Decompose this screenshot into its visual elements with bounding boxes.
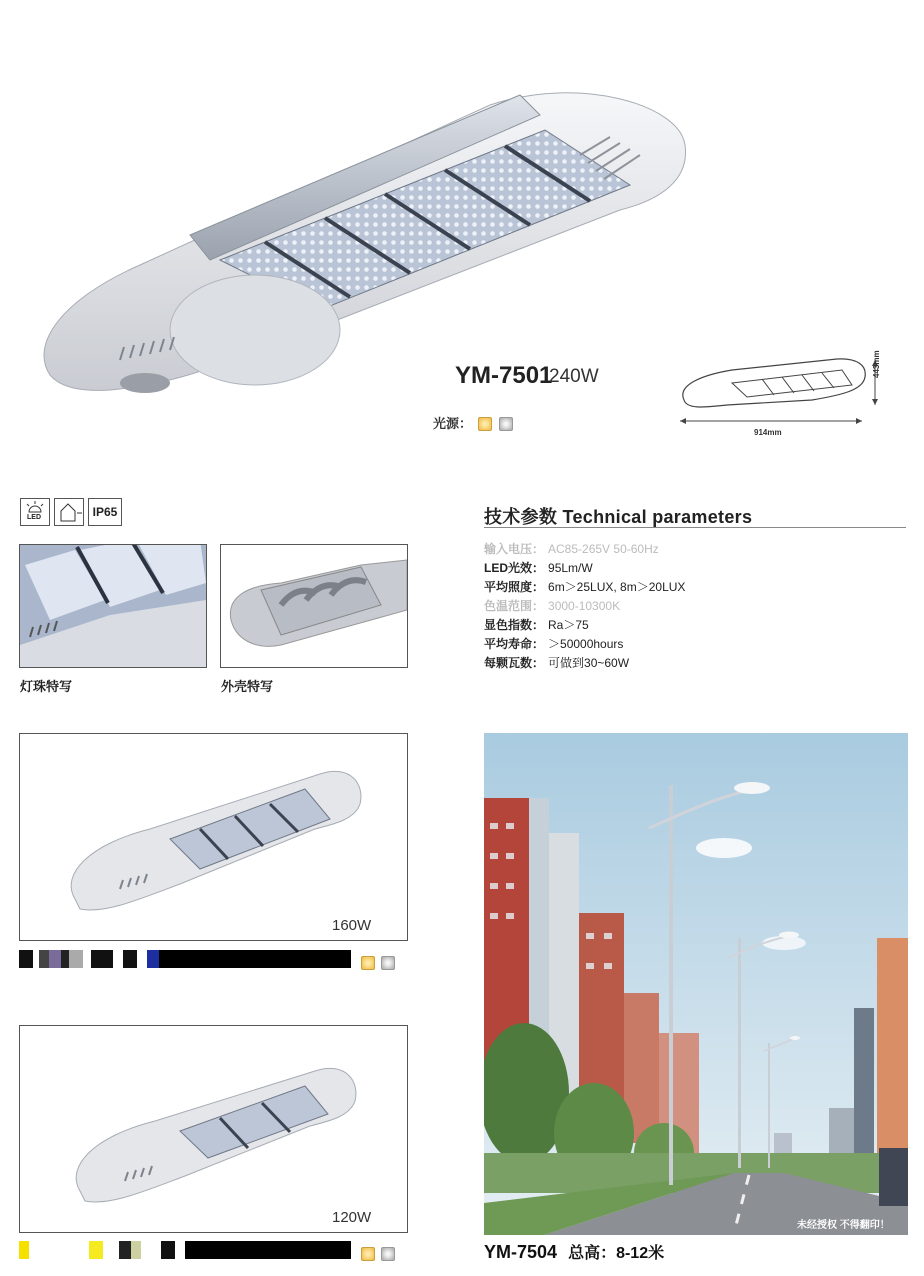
technical-parameters-list: [484, 540, 685, 673]
led-bead-closeup-frame: [19, 544, 207, 668]
technical-parameters-heading: 技术参数 Technical parameters: [484, 507, 753, 527]
shell-closeup-frame: [220, 544, 408, 668]
led-bead-caption: 灯珠特写: [20, 679, 73, 694]
dimension-width-label: 914mm: [754, 428, 782, 437]
outdoor-house-icon: [54, 498, 84, 526]
variant-120w-swatches: [359, 1245, 395, 1263]
street-model-label: YM-7504: [484, 1242, 558, 1262]
street-model-caption: [484, 1240, 664, 1263]
variant-160w-frame: [19, 733, 408, 941]
param-row: 色温范围： 3000-10300K: [484, 599, 621, 613]
variant-160w-swatches: [359, 954, 395, 972]
led-bead-closeup-image: [20, 545, 206, 667]
param-row: 每颗瓦数： 可做到30~60W: [484, 656, 630, 670]
photo-watermark: 未经授权 不得翻印！: [797, 1220, 890, 1231]
variant-120w-frame: [19, 1025, 408, 1233]
light-source-label: 光源：: [433, 416, 473, 431]
variant-120w-lamp-image: [20, 1026, 407, 1232]
cool-white-swatch-icon: [381, 1247, 395, 1261]
hero-lamp-image: [20, 85, 700, 405]
hero-model-title: YM-7501: [455, 362, 553, 389]
param-row: 平均寿命： ＞50000hours: [484, 637, 624, 651]
cool-white-swatch-icon: [499, 417, 513, 431]
dimension-height-label: 443mm: [872, 350, 881, 378]
param-row: 显色指数： Ra＞75: [484, 618, 589, 632]
param-row: LED光效： 95Lm/W: [484, 561, 593, 575]
hero-wattage: 240W: [549, 366, 599, 387]
cool-white-swatch-icon: [381, 956, 395, 970]
variant-160w-wattage: 160W: [332, 917, 372, 934]
ip65-rating-badge: IP65: [88, 498, 122, 526]
param-row: 平均照度： 6m＞25LUX, 8m＞20LUX: [484, 580, 686, 594]
warm-white-swatch-icon: [361, 956, 375, 970]
street-installation-photo: [484, 733, 908, 1235]
param-row: 输入电压： AC85-265V 50-60Hz: [484, 542, 659, 556]
hero-light-source: [433, 413, 513, 433]
warm-white-swatch-icon: [478, 417, 492, 431]
variant-120w-wattage: 120W: [332, 1209, 372, 1226]
shell-closeup-image: [221, 545, 407, 667]
street-pole-height: 总高：8-12米: [568, 1245, 665, 1262]
led-icon-label: LED: [27, 514, 41, 521]
variant-160w-redacted-code-bar: [19, 950, 351, 968]
shell-caption: 外壳特写: [221, 679, 274, 694]
led-bulb-icon: [20, 498, 50, 526]
variant-160w-lamp-image: [20, 734, 407, 940]
technical-divider: [484, 527, 906, 528]
variant-120w-redacted-code-bar: [19, 1241, 351, 1259]
warm-white-swatch-icon: [361, 1247, 375, 1261]
